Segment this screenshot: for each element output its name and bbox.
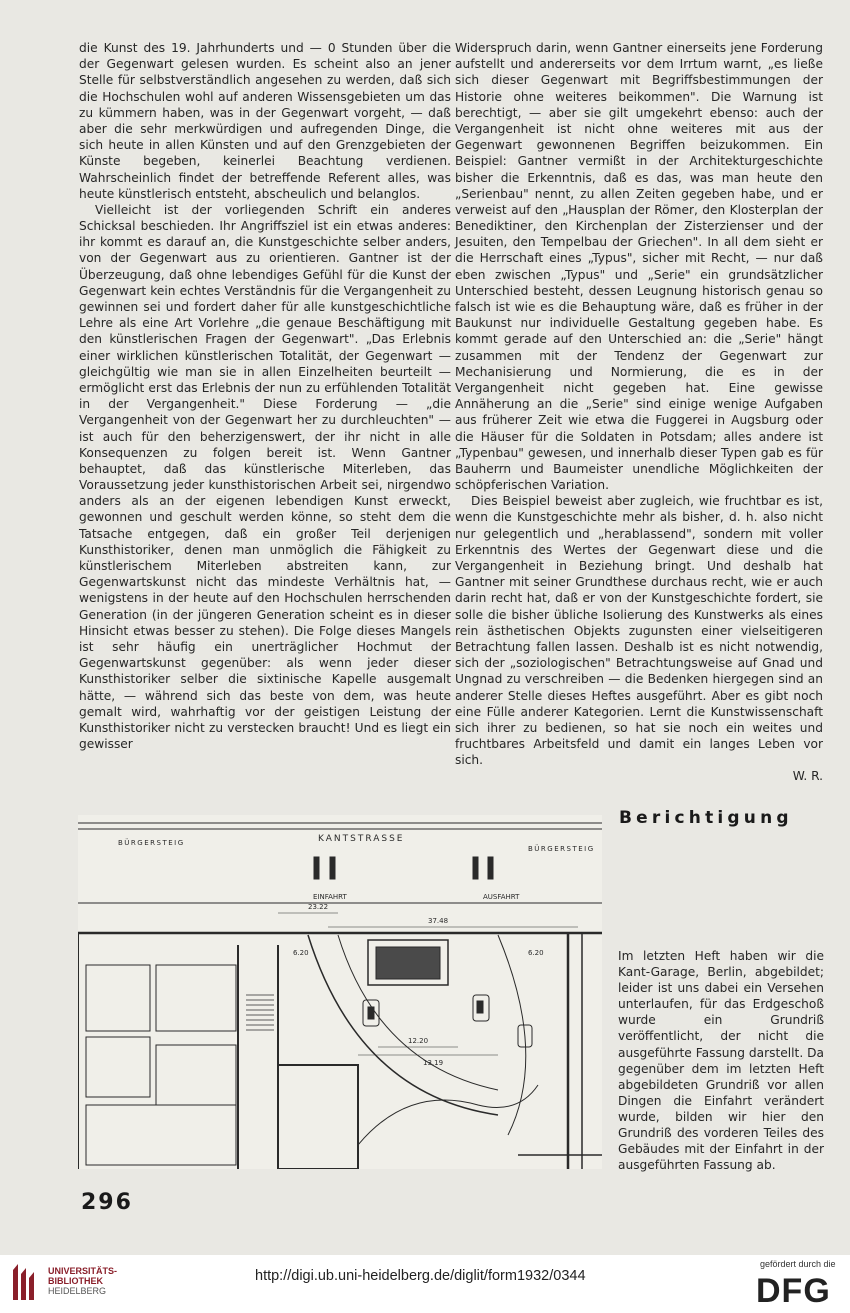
university-library-logo-icon (10, 1262, 40, 1302)
page-number: 296 (81, 1190, 133, 1215)
correction-heading: Berichtigung (619, 808, 793, 828)
curb-label-right: BÜRGERSTEIG (528, 845, 595, 853)
author-signature: W. R. (792, 769, 823, 784)
paragraph: Widerspruch darin, wenn Gantner einerseits jene Forderung aufstellt und andererseits vor dem Irrtum warnt, „es ließe sich dieser Gegenwart mit Begriffsbestimmungen der Historie ohne weiteres beikommen". Die Warnung ist berechtigt, — aber sie gilt umgekehrt ebenso: auch der Vergangenheit ist nicht ohne weiteres mit aus der Gegenwart gewonnenen Begriffen beizukommen. Ein Beispiel: Gantner vermißt in der Architekturgeschichte bisher die Erkenntnis, daß es das, was man heute den „Serienbau" nennt, zu allen Zeiten gegeben habe, und er verweist auf den „Hausplan der Römer, den Klosterplan der Benediktiner, den Kirchenplan der Zisterzienser und der Jesuiten, den Tempelbau der Griechen". In all dem sieht er die Herrschaft eines „Typus", sicher mit Recht, — nur daß eben zwischen „Typus" und „Serie" ein grundsätzlicher Unterschied besteht, dessen Leugnung historisch genau so falsch ist wie es die Behauptung wäre, daß es früher in der Baukunst nur individuelle Gestaltung gegeben habe. Es kommt gerade auf den Unterschied an: die „Serie" hängt zusammen mit der Tendenz der Gegenwart zur Mechanisierung und Normierung, die es in der Vergangenheit nicht gegeben hat. Eine gewisse Annäherung an die „Serie" sind einige wenige Aufgaben aus früherer Zeit wie etwa die Fuggerei in Augsburg oder die Häuser für die Soldaten in Potsdam; alles andere ist „Typenbau" gewesen, und innerhalb dieser Typen gab es für Bauherrn und Baumeister unendliche Möglichkeiten der schöpferischen Variation. (455, 41, 823, 493)
dimension-label: 13.19 (423, 1059, 444, 1067)
funding-note: gefördert durch die (760, 1259, 836, 1269)
library-name-line: HEIDELBERG (48, 1286, 107, 1296)
paragraph: die Kunst des 19. Jahrhunderts und — 0 Stunden über die der Gegenwart gelesen wurden. Es scheint also an jener Stelle für selbstverständlich angesehen zu werden, daß sich die Hochschulen wohl auf anderen Wissensgebieten um das zu kümmern haben, was in der Gegenwart vorgeht, — daß aber die sehr merkwürdigen und aufregenden Dinge, die sich heute in allen Künsten und auf den Grenzgebieten der Künste begeben, keinerlei Beachtung verdienen. Wahrscheinlich findet der betreffende Referent alles, was heute künstlerisch entsteht, abscheulich und belanglos. (79, 41, 451, 201)
correction-text: Im letzten Heft haben wir die Kant-Garage, Berlin, abgebildet; leider ist uns dabei ein Versehen unterlaufen, für das Erdgeschoß wurde ein Grundriß veröffentlicht, der nicht die ausgeführte Fassung darstellt. Da gegenüber dem im letzten Heft abgebildeten Grundriß vor allen Dingen die Einfahrt verändert wurde, bilden wir hier den Grundriß des vorderen Teiles des Gebäudes mit der Einfahrt in der ausgeführten Fassung ab. (618, 949, 824, 1173)
floor-plan-drawing (78, 815, 602, 1169)
dimension-label: 23.22 (308, 903, 329, 911)
curb-label-left: BÜRGERSTEIG (118, 839, 185, 847)
library-name-line: BIBLIOTHEK (48, 1276, 103, 1286)
dimension-label: 6.20 (293, 949, 309, 957)
entry-label: EINFAHRT (313, 893, 347, 901)
street-label: KANTSTRASSE (318, 834, 405, 844)
digitization-footer (0, 1255, 850, 1313)
paragraph: Dies Beispiel beweist aber zugleich, wie fruchtbar es ist, wenn die Kunstgeschichte mehr als bisher, d. h. also nicht nur gelegentlich und „herablassend", sondern mit voller Erkenntnis des Wertes der Gegenwart diese und die Vergangenheit in Beziehung bringt. Und deshalb hat Gantner mit seiner Grundthese durchaus recht, wie er auch darin recht hat, daß er von der Kunstgeschichte fordert, sie solle die bisher übliche Isolierung des Kunstwerks als eines rein ästhetischen Objekts zugunsten einer vielseitigeren Betrachtung fallen lassen. Deshalb ist es nicht notwendig, sich der „soziologischen" Betrachtungsweise auf Gnad und Ungnad zu verschreiben — die Bedenken hiergegen sind an anderer Stelle dieses Heftes ausgeführt. Aber es gibt noch eine Fülle anderer Kategorien. Lernt die Kunstwissenschaft sich ihrer zu bedienen, so hat sie noch ein weites und fruchtbares Arbeitsfeld und damit ein langes Leben vor sich. (455, 494, 823, 768)
library-name-line: UNIVERSITÄTS- (48, 1266, 118, 1276)
library-name (48, 1266, 117, 1296)
dimension-label: 6.20 (528, 949, 544, 957)
dfg-logo: DFG (756, 1272, 831, 1310)
floor-plan-figure (78, 815, 602, 1169)
exit-label: AUSFAHRT (483, 893, 520, 901)
dimension-label: 37.48 (428, 917, 449, 925)
dimension-label: 12.20 (408, 1037, 429, 1045)
right-text-column (455, 40, 823, 785)
source-url-link[interactable]: http://digi.ub.uni-heidelberg.de/diglit/form1932/0344 (255, 1268, 586, 1284)
left-text-column (79, 40, 451, 752)
paragraph: Vielleicht ist der vorliegenden Schrift ein anderes Schicksal beschieden. Ihr Angriffsziel ist ein etwas anderes: ihr kommt es darauf an, die Kunstgeschichte selber anders, von der Gegenwart aus zu orientieren. Gantner ist der Überzeugung, daß ohne lebendiges Gefühl für die Kunst der Gegenwart kein echtes Verständnis für die Vergangenheit zu gewinnen sei und fordert daher für alle kunstgeschichtliche Lehre als eine Art Vorlehre „die genaue Beschäftigung mit den künstlerischen Fragen der Gegenwart". „Das Erlebnis einer wirklichen künstlerischen Totalität, der Gegenwart — gleichgültig wie man sie in allen Einzelheiten beurteilt — ermöglicht erst das Erlebnis der nun zu erfühlenden Totalität in der Vergangenheit." Diese Forderung — „die Vergangenheit von der Gegenwart her zu durchleuchten" — ist auch für den beherzigenswert, der ihr nicht in alle Konsequenzen zu folgen bereit ist. Wenn Gantner behauptet, daß das künstlerische Miterleben, das Voraussetzung jeder kunsthistorischen Arbeit sei, nirgendwo anders als an der eigenen lebendigen Kunst erweckt, gewonnen und geschult werden könne, so steht dem die Tatsache entgegen, daß ein großer Teil derjenigen Kunsthistoriker, denen man unmöglich die Fähigkeit zu künstlerischem Miterleben abstreiten kann, zur Gegenwartskunst nicht das mindeste Verhältnis hat, — wenigstens in der heute auf den Hochschulen herrschenden Generation (in der jüngeren Generation scheint es in dieser Hinsicht etwas besser zu stehen). Die Folge dieses Mangels ist sehr häufig ein unerträglicher Hochmut der Gegenwartskunst gegenüber: als wenn jeder dieser Kunsthistoriker selber die sixtinische Kapelle ausgemalt hätte, — während sich das beste von dem, was heute gemalt wird, wahrhaftig vor der geistigen Leistung der Kunsthistoriker nicht zu verstecken braucht! Und es liegt ein gewisser (79, 202, 451, 752)
